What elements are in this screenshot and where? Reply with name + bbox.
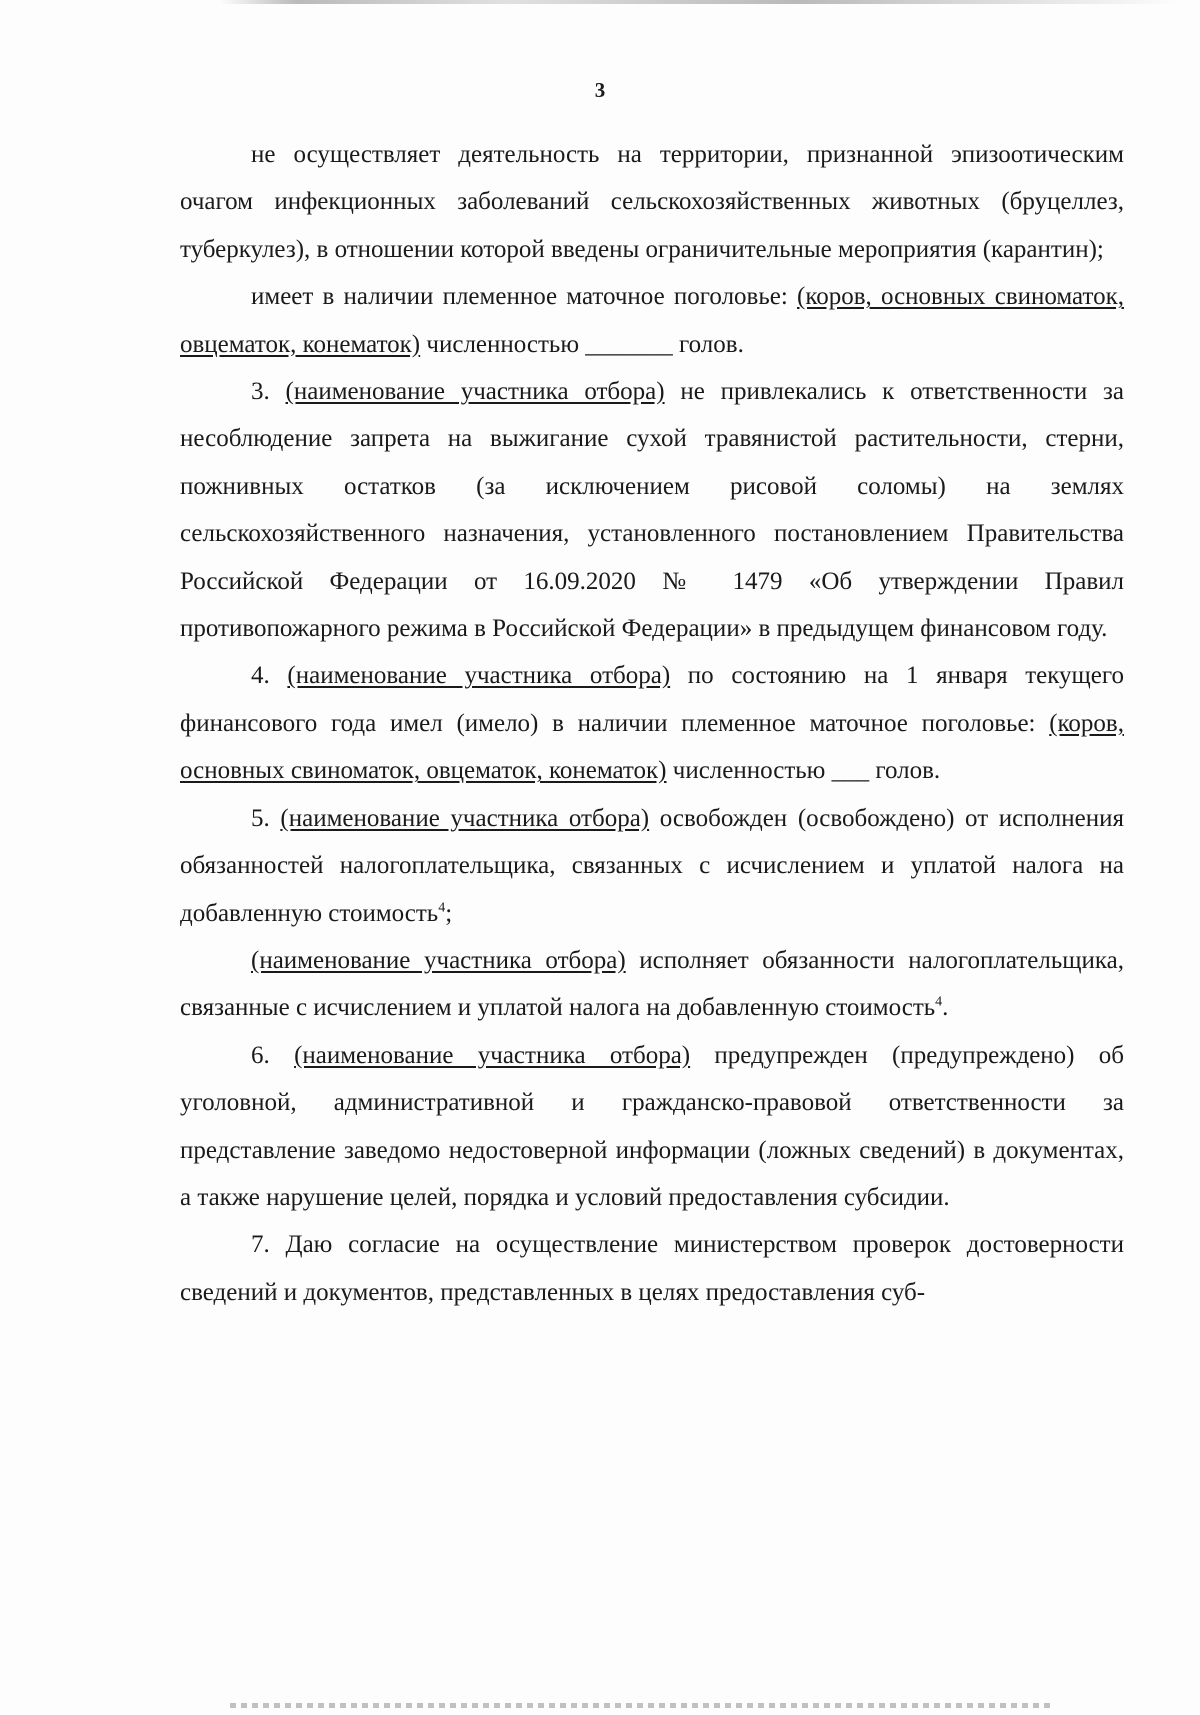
- text-run: ;: [445, 899, 453, 927]
- paragraph: [180, 937, 1124, 1032]
- text-run: имеет в наличии племенное маточное поголовье:: [251, 283, 797, 311]
- underlined-placeholder: (наименование участника отбора): [294, 1041, 691, 1069]
- text-run: не осуществляет деятельность на территории, признанной эпизоотическим очагом инфекционных заболеваний сельскохозяйственных животных (бруцеллез, туберкулез), в отношении которой введены ограничительные мероприятия (карантин);: [180, 141, 1124, 263]
- text-run: по состоянию на 1 января текущего финансового года имел (имело) в наличии племенное маточное поголовье:: [180, 662, 1125, 737]
- text-run: 7. Даю согласие на осуществление министерством проверок достоверности сведений и документов, представленных в целях предоставления суб-: [180, 1231, 1124, 1306]
- paragraph: [180, 273, 1124, 368]
- paragraph: [180, 1032, 1124, 1222]
- text-run: не привлекались к ответственности за несоблюдение запрета на выжигание сухой травянистой растительности, стерни, пожнивных остатков (за исключением рисовой соломы) на землях сельскохозяйственного назначения, установленного постановлением Правительства Российской Федерации от 16.09.2020 № 1479 «Об утверждении Правил противопожарного режима в Российской Федерации» в предыдущем финансовом году.: [180, 378, 1125, 643]
- text-run: 5.: [251, 804, 281, 832]
- page-number: 3: [594, 78, 606, 102]
- paragraph: [180, 795, 1124, 937]
- document-body: [180, 131, 1124, 1316]
- paragraph: [180, 652, 1124, 794]
- paragraph: [180, 368, 1124, 652]
- underlined-placeholder: (коров, основных свиноматок, овцематок, конематок): [180, 709, 1124, 785]
- scan-artifact-bottom: [230, 1703, 1050, 1708]
- text-run: 3.: [251, 378, 286, 406]
- text-run: численностью _______ голов.: [420, 330, 744, 358]
- underlined-placeholder: (коров, основных свиноматок, овцематок, конематок): [180, 283, 1124, 358]
- text-run: численностью ___ голов.: [666, 757, 941, 785]
- text-run: 6.: [251, 1041, 295, 1069]
- paragraph: [180, 1221, 1124, 1316]
- text-run: исполняет обязанности налогоплательщика, связанные с исчислением и уплатой налога на добавленную стоимость: [180, 946, 1124, 1022]
- underlined-placeholder: (наименование участника отбора): [287, 662, 671, 690]
- underlined-placeholder: (наименование участника отбора): [285, 378, 665, 406]
- underlined-placeholder: (наименование участника отбора): [280, 804, 650, 832]
- text-run: 4.: [251, 662, 288, 690]
- footnote-ref: 4: [438, 900, 446, 916]
- paragraph: [180, 131, 1124, 273]
- underlined-placeholder: (наименование участника отбора): [251, 946, 626, 974]
- text-run: .: [942, 994, 949, 1022]
- footnote-ref: 4: [935, 994, 943, 1010]
- text-run: предупрежден (предупреждено) об уголовной, административной и гражданско-правовой ответственности за представление заведомо недостоверной информации (ложных сведений) в документах, а также нарушение целей, порядка и условий предоставления субсидии.: [180, 1041, 1125, 1211]
- scan-artifact-top: [220, 0, 1180, 4]
- text-run: освобожден (освобождено) от исполнения обязанностей налогоплательщика, связанных с исчислением и уплатой налога на добавленную стоимость: [180, 804, 1124, 927]
